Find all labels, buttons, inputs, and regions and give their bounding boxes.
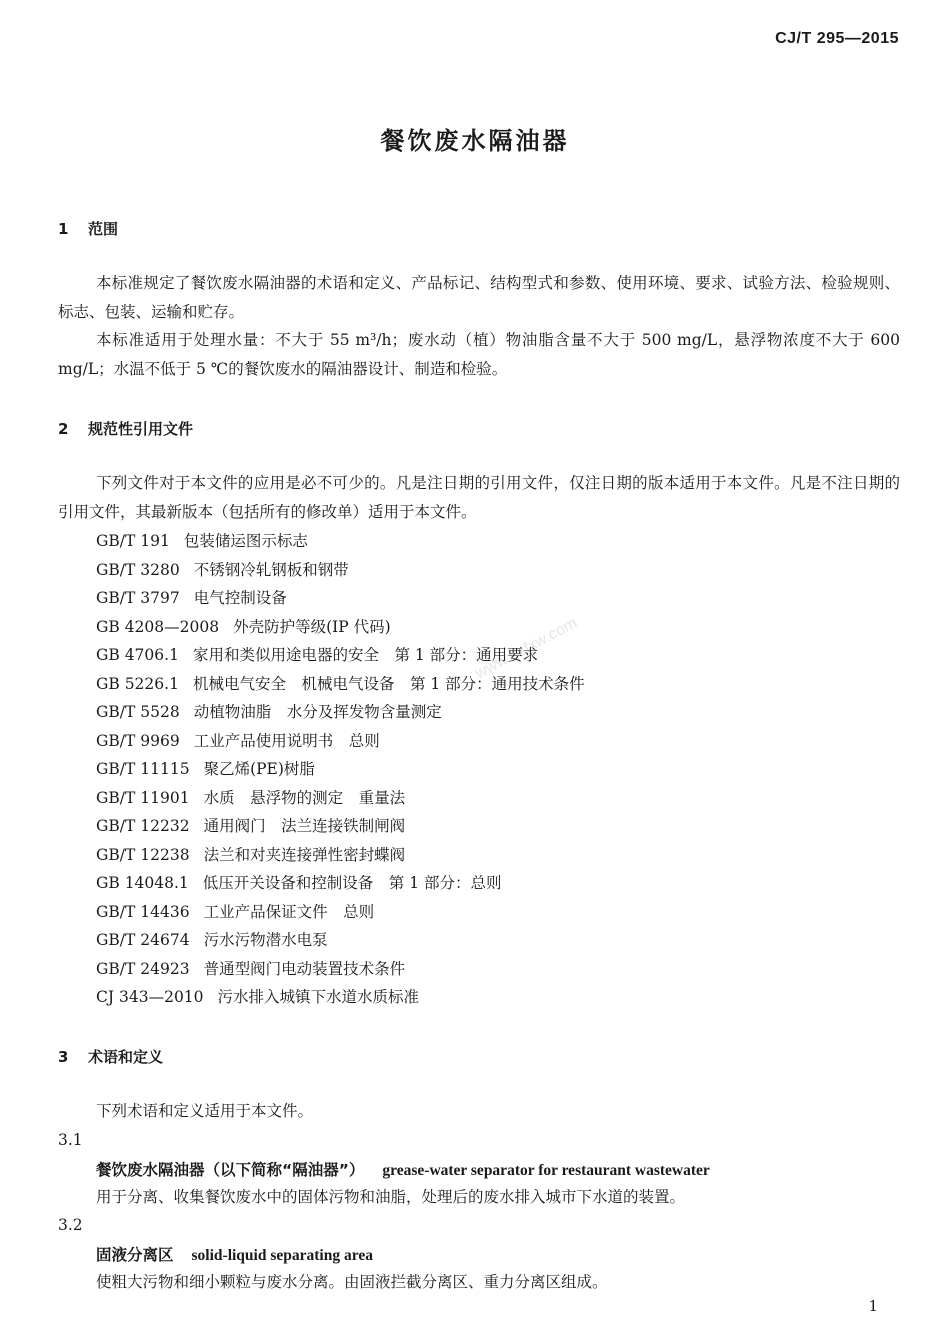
reference-name: 低压开关设备和控制设备 第 1 部分：总则 (202, 874, 502, 892)
reference-item (96, 613, 585, 642)
reference-name: 不锈钢冷轧钢板和钢带 (193, 560, 349, 579)
reference-name: 污水排入城镇下水道水质标准 (217, 988, 420, 1006)
section-number: 2 (58, 420, 69, 438)
term-cn: 餐饮废水隔油器（以下简称“隔油器”） (96, 1161, 365, 1179)
reference-item (96, 584, 585, 613)
reference-code: GB/T 3280 (96, 560, 180, 579)
reference-item (96, 698, 585, 727)
section-number: 1 (58, 220, 69, 238)
reference-item (96, 812, 585, 841)
reference-item (96, 983, 585, 1012)
reference-code: GB/T 14436 (96, 902, 190, 921)
reference-code: GB/T 11901 (96, 788, 190, 807)
term-en: solid-liquid separating area (191, 1247, 373, 1264)
reference-item (96, 841, 585, 870)
reference-name: 通用阀门 法兰连接铁制闸阀 (203, 817, 406, 835)
reference-code: GB/T 3797 (96, 589, 180, 607)
section-heading-terms (58, 1046, 163, 1067)
page-title: 餐饮废水隔油器 (380, 127, 570, 155)
reference-name: 机械电气安全 机械电气设备 第 1 部分：通用技术条件 (192, 674, 585, 693)
terms-intro: 下列术语和定义适用于本文件。 (96, 1102, 314, 1120)
reference-code: GB 5226.1 (96, 674, 179, 693)
reference-item (96, 869, 585, 898)
reference-code: GB 14048.1 (96, 874, 189, 892)
reference-name: 外壳防护等级(IP 代码) (233, 617, 391, 636)
reference-item (96, 784, 585, 813)
reference-code: GB 4208—2008 (96, 617, 220, 636)
reference-name: 法兰和对夹连接弹性密封蝶阀 (203, 845, 406, 864)
reference-code: GB/T 24923 (96, 959, 190, 978)
reference-item (96, 527, 585, 556)
term-number: 3.2 (58, 1216, 83, 1234)
reference-code: CJ 343—2010 (96, 988, 204, 1006)
term-heading (96, 1243, 373, 1265)
reference-item (96, 670, 585, 699)
section-title: 规范性引用文件 (88, 420, 194, 438)
reference-name: 工业产品使用说明书 总则 (193, 731, 380, 750)
reference-code: GB/T 9969 (96, 731, 180, 750)
section-heading-normative (58, 418, 193, 439)
term-cn: 固液分离区 (96, 1246, 174, 1264)
reference-code: GB/T 24674 (96, 931, 190, 949)
section-title: 术语和定义 (88, 1048, 164, 1066)
reference-list (96, 527, 585, 1012)
reference-name: 电气控制设备 (193, 589, 287, 607)
reference-code: GB/T 12232 (96, 817, 190, 835)
reference-code: GB 4706.1 (96, 646, 179, 664)
page-number: 1 (868, 1297, 878, 1315)
reference-name: 动植物油脂 水分及挥发物含量测定 (193, 703, 442, 721)
term-en: grease-water separator for restaurant wastewater (382, 1162, 710, 1179)
reference-item (96, 641, 585, 670)
normative-intro: 下列文件对于本文件的应用是必不可少的。凡是注日期的引用文件，仅注日期的版本适用于本文件。凡是不注日期的引用文件，其最新版本（包括所有的修改单）适用于本文件。 (58, 474, 900, 521)
scope-paragraph-1: 本标准规定了餐饮废水隔油器的术语和定义、产品标记、结构型式和参数、使用环境、要求、试验方法、检验规则、标志、包装、运输和贮存。 (58, 274, 900, 321)
reference-name: 包装储运图示标志 (183, 532, 308, 550)
reference-item (96, 926, 585, 955)
reference-name: 工业产品保证文件 总则 (203, 902, 375, 921)
reference-item (96, 556, 585, 585)
term-heading (96, 1158, 710, 1180)
reference-name: 污水污物潜水电泵 (203, 931, 328, 949)
reference-name: 家用和类似用途电器的安全 第 1 部分：通用要求 (192, 646, 539, 664)
section-title: 范围 (88, 220, 119, 238)
reference-name: 水质 悬浮物的测定 重量法 (203, 788, 406, 807)
reference-name: 普通型阀门电动装置技术条件 (203, 959, 406, 978)
section-heading-scope (58, 218, 118, 239)
term-definition: 使粗大污物和细小颗粒与废水分离。由固液拦截分离区、重力分离区组成。 (96, 1273, 608, 1291)
reference-code: GB/T 12238 (96, 845, 190, 864)
term-number: 3.1 (58, 1131, 83, 1149)
reference-code: GB/T 5528 (96, 703, 180, 721)
reference-item (96, 898, 585, 927)
reference-code: GB/T 191 (96, 532, 170, 550)
scope-paragraph-2: 本标准适用于处理水量：不大于 55 m³/h；废水动（植）物油脂含量不大于 500 mg/L，悬浮物浓度不大于 600 mg/L；水温不低于 5 ℃的餐饮废水的隔油器设计、制造和检验。 (58, 331, 900, 378)
reference-item (96, 955, 585, 984)
term-definition: 用于分离、收集餐饮废水中的固体污物和油脂，处理后的废水排入城市下水道的装置。 (96, 1188, 686, 1206)
reference-code: GB/T 11115 (96, 760, 190, 778)
watermark: www.bzfxw.com (472, 614, 581, 683)
reference-item (96, 755, 585, 784)
reference-item (96, 727, 585, 756)
standard-code: CJ/T 295—2015 (775, 30, 899, 47)
reference-name: 聚乙烯(PE)树脂 (203, 760, 315, 778)
section-number: 3 (58, 1048, 69, 1066)
